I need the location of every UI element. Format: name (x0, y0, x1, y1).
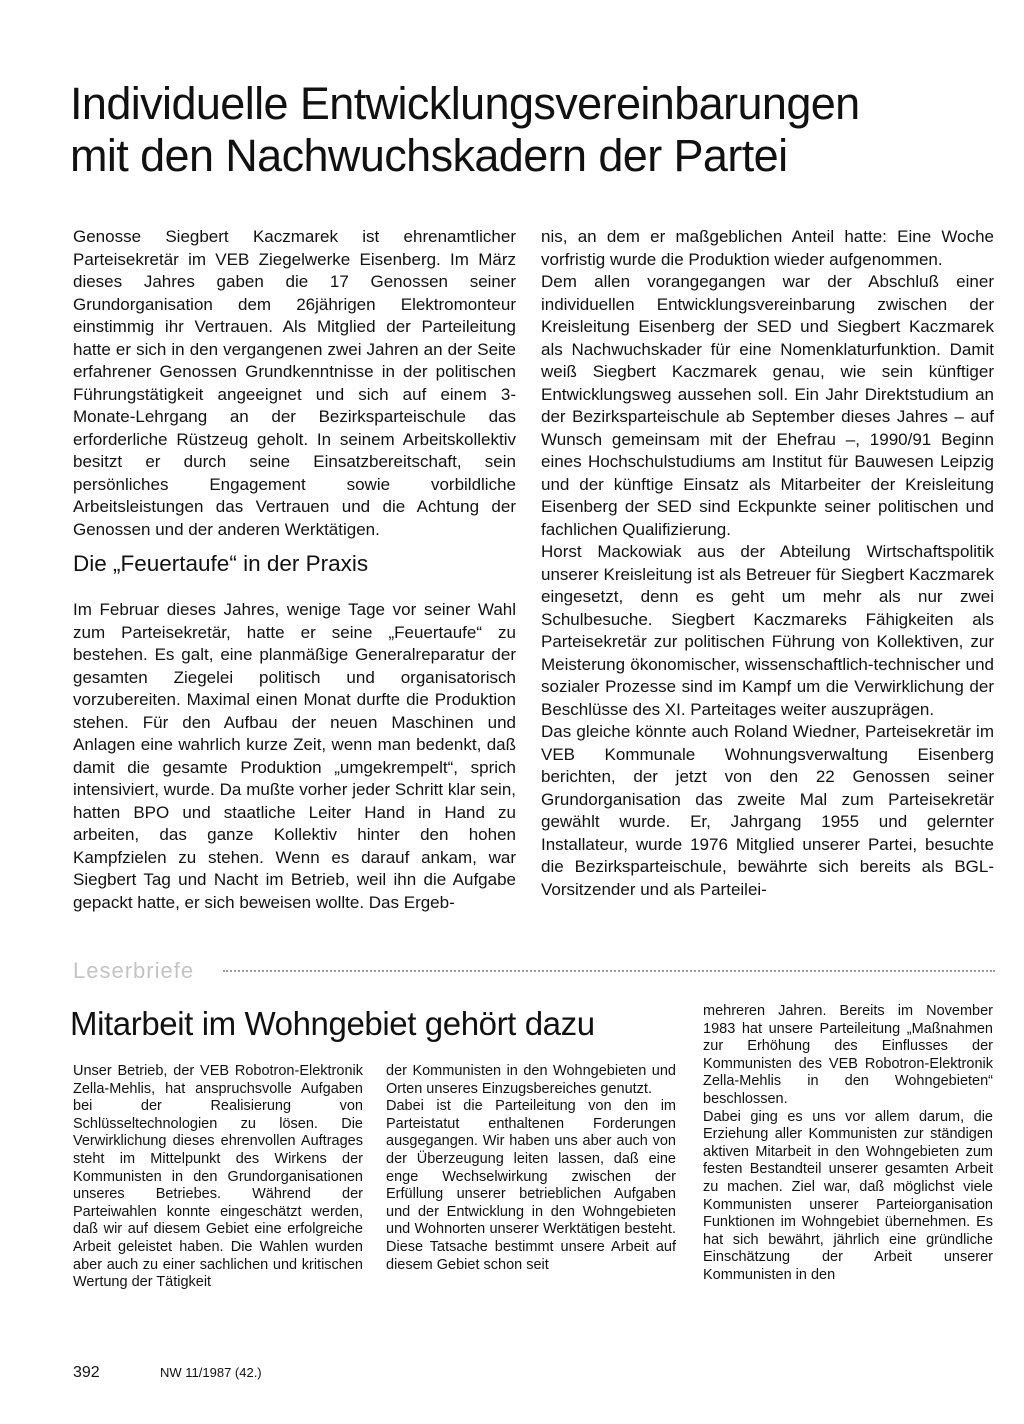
dotted-rule (223, 970, 995, 972)
article-headline (70, 78, 970, 182)
section-divider (73, 958, 995, 984)
letter-column-2 (386, 1063, 676, 1274)
article-left-column (73, 226, 516, 914)
headline-line-1: Individuelle Entwicklungsvereinbarungen (70, 78, 860, 129)
letter-headline: Mitarbeit im Wohngebiet gehört dazu (70, 1005, 595, 1042)
article-paragraph: Im Februar dieses Jahres, wenige Tage vor seiner Wahl zum Parteisekretär, hatte er seine „Feuertaufe“ zu bestehen. Es galt, eine planmäßige Generalreparatur der gesamten Ziegelei politisch und organisatorisch vorzubereiten. Maximal einen Monat durfte die Produktion stehen. Für den Aufbau der neuen Maschinen und Anlagen eine wahrlich kurze Zeit, wenn man bedenkt, daß damit die gesamte Produktion „umgekrempelt“, sprich intensiviert, wurde. Da mußte vorher jeder Schritt klar sein, hatten BPO und staatliche Leiter Hand in Hand zu arbeiten, das ganze Kollektiv hinter den hohen Kampfzielen zu stehen. Wenn es darauf ankam, war Siegbert Tag und Nacht im Betrieb, weil ihn die Aufgabe gepackt hatte, er sich beweisen wollte. Das Ergeb- (73, 600, 516, 912)
letter-paragraph: mehreren Jahren. Bereits im November 1983 hat unsere Parteileitung „Maßnahmen zur Erhöhung des Einflusses der Kommunisten des VEB Robotron-Elektronik Zella-Mehlis in den Wohngebieten“ beschlossen. (703, 1003, 993, 1107)
headline-line-2: mit den Nachwuchskadern der Partei (70, 130, 788, 181)
article-paragraph: nis, an dem er maßgeblichen Anteil hatte: Eine Woche vorfristig wurde die Produktion wieder aufgenommen. (541, 227, 994, 269)
letter-paragraph: Dabei ist die Parteileitung von den im Parteistatut enthaltenen Forderungen ausgegangen. Wir haben uns aber auch von der Überzeugung leiten lassen, daß eine enge Wechselwirkung zwischen der Erfüllung unserer betrieblichen Aufgaben und der Entwicklung in den Wohngebieten und Wohnorten unserer Werktätigen besteht. Diese Tatsache bestimmt unsere Arbeit auf diesem Gebiet schon seit (386, 1098, 676, 1273)
letter-paragraph: der Kommunisten in den Wohngebieten und Orten unseres Einzugsbereiches genutzt. (386, 1063, 676, 1097)
article-paragraph: Das gleiche könnte auch Roland Wiedner, Parteisekretär im VEB Kommunale Wohnungsverwaltung Eisenberg berichten, der jetzt von den 22 Genossen seiner Grundorganisation das zweite Mal zum Parteisekretär gewählt wurde. Er, Jahrgang 1955 und gelernter Installateur, wurde 1976 Mitglied unserer Partei, besuchte die Bezirksparteischule, bewährte sich bereits als BGL-Vorsitzender und als Parteilei- (541, 722, 994, 899)
article-paragraph: Dem allen vorangegangen war der Abschluß einer individuellen Entwicklungsvereinbarung zwischen der Kreisleitung Eisenberg der SED und Siegbert Kaczmarek als Nachwuchskader für eine Nomenklaturfunktion. Damit weiß Siegbert Kaczmarek genau, wie sein künftiger Entwicklungsweg aussehen soll. Ein Jahr Direktstudium an der Bezirksparteischule ab September dieses Jahres – auf Wunsch gemeinsam mit der Ehefrau –, 1990/91 Beginn eines Hochschulstudiums am Institut für Bauwesen Leipzig und der künftige Einsatz als Mitarbeiter der Kreisleitung Eisenberg der SED sind Eckpunkte seiner politischen und fachlichen Qualifizierung. (541, 272, 994, 539)
page-number: 392 (73, 1364, 100, 1381)
issue-reference: NW 11/1987 (42.) (160, 1365, 262, 1380)
letter-column-3 (703, 1003, 993, 1285)
article-paragraph: Horst Mackowiak aus der Abteilung Wirtschaftspolitik unserer Kreisleitung ist als Betreuer für Siegbert Kaczmarek eingesetzt, denn es geht um mehr als nur zwei Schulbesuche. Siegbert Kaczmareks Fähigkeiten als Parteisekretär zur politischen Führung von Kollektiven, zur Meisterung ökonomischer, wissenschaftlich-technischer und sozialer Prozesse sind im Kampf um die Verwirklichung der Beschlüsse des XI. Parteitages weiter auszuprägen. (541, 542, 994, 719)
letter-paragraph: Unser Betrieb, der VEB Robotron-Elektronik Zella-Mehlis, hat anspruchsvolle Aufgaben bei der Realisierung von Schlüsseltechnologien zu lösen. Die Verwirklichung dieses ehrenvollen Auftrages steht im Mittelpunkt des Wirkens der Kommunisten in den Grundorganisationen unseres Betriebes. Während der Parteiwahlen konnte eingeschätzt werden, daß wir auf diesem Gebiet eine erfolgreiche Arbeit geleistet haben. Die Wahlen wurden aber auch zu einer sachlichen und kritischen Wertung der Tätigkeit (73, 1063, 363, 1291)
article-subheading: Die „Feuertaufe“ in der Praxis (73, 551, 369, 576)
section-label: Leserbriefe (73, 958, 195, 983)
letter-paragraph: Dabei ging es uns vor allem darum, die Erziehung aller Kommunisten zur ständigen aktiven Mitarbeit in den Wohngebieten zum festen Bestandteil unserer gesamten Arbeit zu machen. Ziel war, daß möglichst viele Kommunisten unserer Parteiorganisation Funktionen im Wohngebiet übernehmen. Es hat sich bewährt, jährlich eine gründliche Einschätzung der Arbeit unserer Kommunisten in den (703, 1108, 993, 1283)
article-paragraph: Genosse Siegbert Kaczmarek ist ehrenamtlicher Parteisekretär im VEB Ziegelwerke Eisenberg. Im März dieses Jahres gaben die 17 Genossen seiner Grundorganisation dem 26jährigen Elektromonteur einstimmig ihr Vertrauen. Als Mitglied der Parteileitung hatte er sich in den vergangenen zwei Jahren an der Seite erfahrener Genossen Grundkenntnisse in der politischen Führungstätigkeit angeeignet und sich auf einem 3-Monate-Lehrgang an der Bezirksparteischule das erforderliche Rüstzeug geholt. In seinem Arbeitskollektiv besitzt er durch seine Einsatzbereitschaft, sein persönliches Engagement sowie vorbildliche Arbeitsleistungen das Vertrauen und die Achtung der Genossen und der anderen Werktätigen. (73, 227, 516, 539)
article-right-column (541, 226, 994, 901)
letter-column-1 (73, 1063, 363, 1292)
